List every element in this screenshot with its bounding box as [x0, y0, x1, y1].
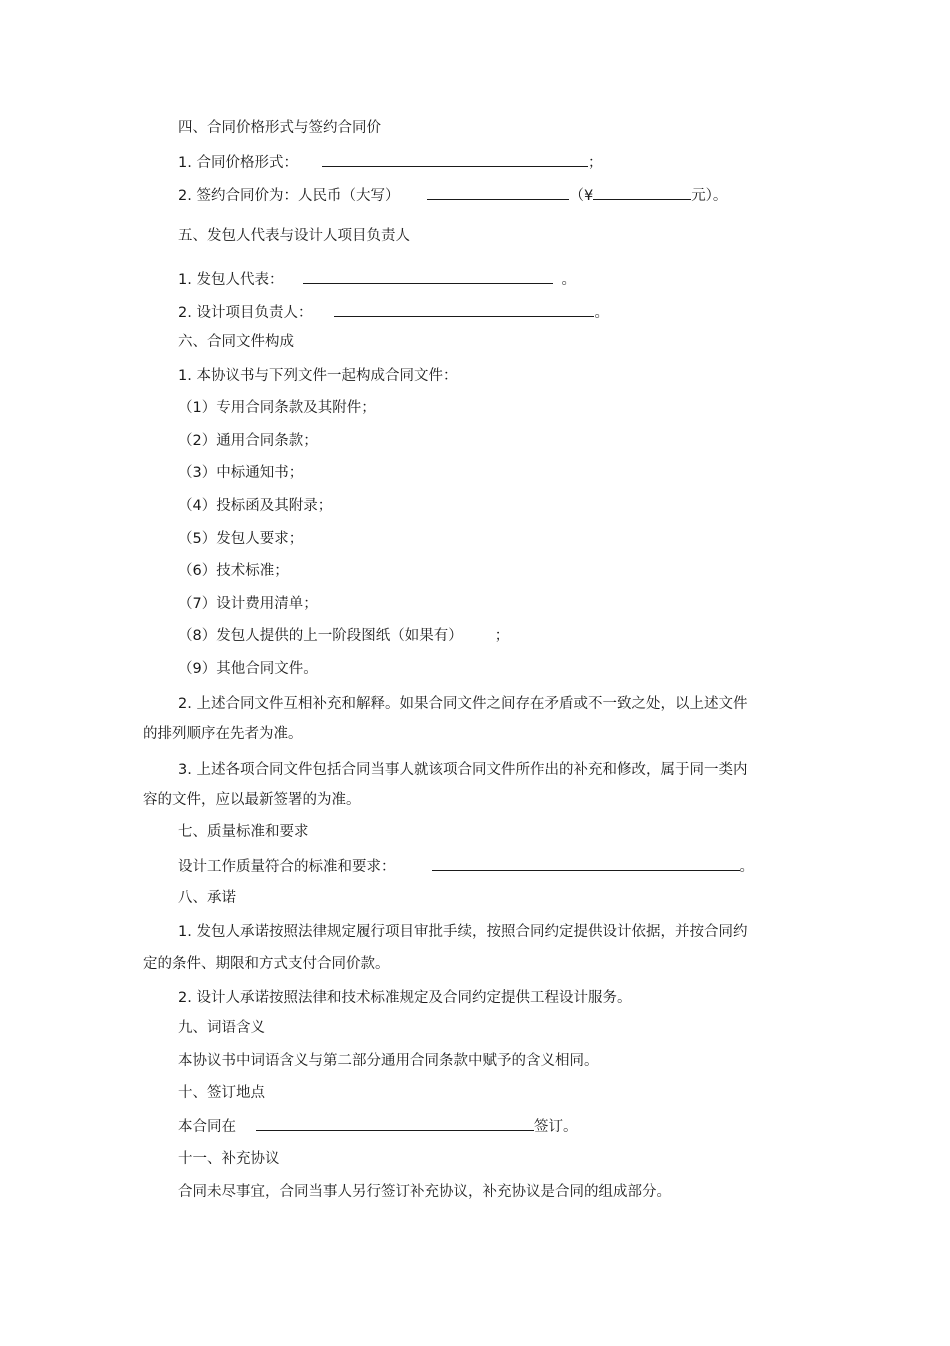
doc-list-item: （9）其他合同文件。 — [178, 661, 318, 677]
signing-place-blank[interactable] — [256, 1116, 534, 1131]
doc-list-item: （6）技术标准； — [178, 563, 289, 579]
doc-amendment-para-line2: 容的文件，应以最新签署的为准。 — [143, 792, 361, 808]
doc-list-item: （5）发包人要求； — [178, 531, 304, 547]
contract-price-line — [178, 185, 727, 206]
section-4-heading: 四、合同价格形式与签约合同价 — [178, 120, 381, 136]
price-form-blank[interactable] — [322, 152, 588, 167]
doc-priority-para-line1: 2. 上述合同文件互相补充和解释。如果合同文件之间存在矛盾或不一致之处，以上述文件 — [178, 696, 748, 712]
employer-rep-end: 。 — [561, 272, 576, 288]
contract-price-number-blank[interactable] — [593, 185, 691, 200]
doc-list-item: （3）中标通知书； — [178, 465, 304, 481]
doc-amendment-para-line1: 3. 上述各项合同文件包括合同当事人就该项合同文件所作出的补充和修改，属于同一类内 — [178, 762, 748, 778]
contract-price-yen: （¥ — [569, 188, 594, 204]
section-9-heading: 九、词语含义 — [178, 1020, 265, 1036]
doc-list-item-8-end: ； — [494, 628, 510, 644]
contract-price-label: 2. 签约合同价为：人民币（大写） — [178, 188, 400, 204]
signing-place-end: 签订。 — [534, 1119, 578, 1135]
supplement-agreement-text: 合同未尽事宜，合同当事人另行签订补充协议，补充协议是合同的组成部分。 — [178, 1184, 671, 1200]
quality-standard-end: 。 — [739, 859, 754, 875]
contract-price-words-blank[interactable] — [427, 185, 569, 200]
signing-place-label: 本合同在 — [178, 1119, 236, 1135]
employer-rep-label: 1. 发包人代表： — [178, 272, 284, 288]
employer-commitment-line2: 定的条件、期限和方式支付合同价款。 — [143, 956, 390, 972]
price-form-label: 1. 合同价格形式： — [178, 155, 298, 171]
employer-commitment-line1: 1. 发包人承诺按照法律规定履行项目审批手续，按照合同约定提供设计依据，并按合同约 — [178, 924, 748, 940]
price-form-line — [178, 152, 602, 173]
section-5-heading: 五、发包人代表与设计人项目负责人 — [178, 228, 410, 244]
design-lead-line — [178, 302, 609, 323]
quality-standard-label: 设计工作质量符合的标准和要求： — [178, 859, 396, 875]
section-11-heading: 十一、补充协议 — [178, 1151, 280, 1167]
design-lead-end: 。 — [594, 305, 609, 321]
doc-list-item-8 — [178, 626, 509, 646]
doc-list-item-8-text: （8）发包人提供的上一阶段图纸（如果有） — [178, 628, 463, 644]
terms-meaning-text: 本协议书中词语含义与第二部分通用合同条款中赋予的含义相同。 — [178, 1053, 599, 1069]
signing-place-line — [178, 1116, 578, 1137]
designer-commitment: 2. 设计人承诺按照法律和技术标准规定及合同约定提供工程设计服务。 — [178, 990, 632, 1006]
section-8-heading: 八、承诺 — [178, 890, 236, 906]
section-10-heading: 十、签订地点 — [178, 1085, 265, 1101]
design-lead-label: 2. 设计项目负责人： — [178, 305, 313, 321]
quality-standard-line — [178, 856, 754, 877]
doc-priority-para-line2: 的排列顺序在先者为准。 — [143, 726, 303, 742]
quality-standard-blank[interactable] — [432, 856, 740, 871]
contract-docs-intro: 1. 本协议书与下列文件一起构成合同文件： — [178, 368, 458, 384]
doc-list-item: （4）投标函及其附录； — [178, 498, 333, 514]
price-form-end: ； — [587, 155, 603, 171]
doc-list-item: （1）专用合同条款及其附件； — [178, 400, 376, 416]
design-lead-blank[interactable] — [334, 302, 594, 317]
employer-rep-line — [178, 269, 576, 290]
section-6-heading: 六、合同文件构成 — [178, 334, 294, 350]
employer-rep-blank[interactable] — [303, 269, 553, 284]
doc-list-item: （2）通用合同条款； — [178, 433, 318, 449]
doc-list-item: （7）设计费用清单； — [178, 596, 318, 612]
section-7-heading: 七、质量标准和要求 — [178, 824, 309, 840]
contract-price-end: 元）。 — [691, 188, 728, 204]
